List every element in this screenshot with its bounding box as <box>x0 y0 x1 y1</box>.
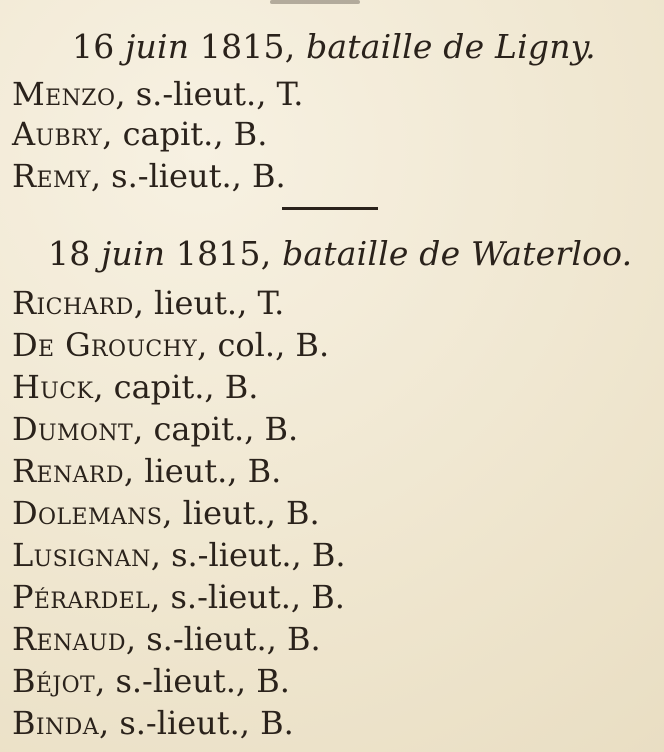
officer-details: , capit., B. <box>93 368 259 406</box>
officer-name: Menzo <box>12 75 116 113</box>
officer-details: , capit., B. <box>102 115 268 153</box>
officer-name: Richard <box>12 284 134 322</box>
section-title-ligny <box>72 27 596 66</box>
officer-name: Renaud <box>12 620 126 658</box>
section-month: juin <box>125 27 190 66</box>
officer-name: De Grouchy <box>12 326 198 364</box>
casualty-entry <box>12 75 304 113</box>
officer-details: , s.-lieut., B. <box>150 536 346 574</box>
casualty-entry <box>12 284 285 322</box>
section-battle: bataille de Waterloo. <box>282 234 633 273</box>
officer-details: , s.-lieut., B. <box>98 704 294 742</box>
officer-name: Aubry <box>12 115 103 153</box>
officer-name: Huck <box>12 368 94 406</box>
officer-name: Lusignan <box>12 536 151 574</box>
officer-name: Renard <box>12 452 124 490</box>
casualty-entry <box>12 115 268 153</box>
officer-name: Remy <box>12 157 91 195</box>
casualty-entry <box>12 578 345 616</box>
officer-details: , s.-lieut., B. <box>95 662 290 700</box>
officer-name: Béjot <box>12 662 96 700</box>
casualty-entry <box>12 704 294 742</box>
officer-name: Dolemans <box>12 494 163 532</box>
officer-details: , s.-lieut., B. <box>90 157 286 195</box>
casualty-entry <box>12 494 320 532</box>
section-battle: bataille de Ligny. <box>306 27 596 66</box>
section-divider <box>282 207 378 210</box>
officer-details: , lieut., B. <box>123 452 282 490</box>
officer-details: , lieut., B. <box>162 494 320 532</box>
section-month: juin <box>101 234 166 273</box>
section-date: 18 <box>48 234 91 273</box>
casualty-entry <box>12 452 282 490</box>
officer-name: Binda <box>12 704 99 742</box>
section-date: 16 <box>72 27 115 66</box>
top-rule-fragment <box>270 0 360 4</box>
casualty-entry <box>12 620 321 658</box>
section-year: 1815, <box>175 234 272 273</box>
casualty-entry <box>12 410 299 448</box>
officer-details: , s.-lieut., B. <box>150 578 345 616</box>
officer-details: , col., B. <box>197 326 330 364</box>
casualty-entry <box>12 662 290 700</box>
officer-name: Dumont <box>12 410 134 448</box>
section-title-waterloo <box>48 234 633 273</box>
officer-name: Pérardel <box>12 578 151 616</box>
casualty-entry <box>12 326 330 364</box>
officer-details: , capit., B. <box>133 410 299 448</box>
casualty-entry <box>12 368 259 406</box>
officer-details: , s.-lieut., T. <box>115 75 304 113</box>
casualty-entry <box>12 157 286 195</box>
officer-details: , lieut., T. <box>133 284 285 322</box>
officer-details: , s.-lieut., B. <box>125 620 321 658</box>
casualty-entry <box>12 536 346 574</box>
section-year: 1815, <box>199 27 296 66</box>
